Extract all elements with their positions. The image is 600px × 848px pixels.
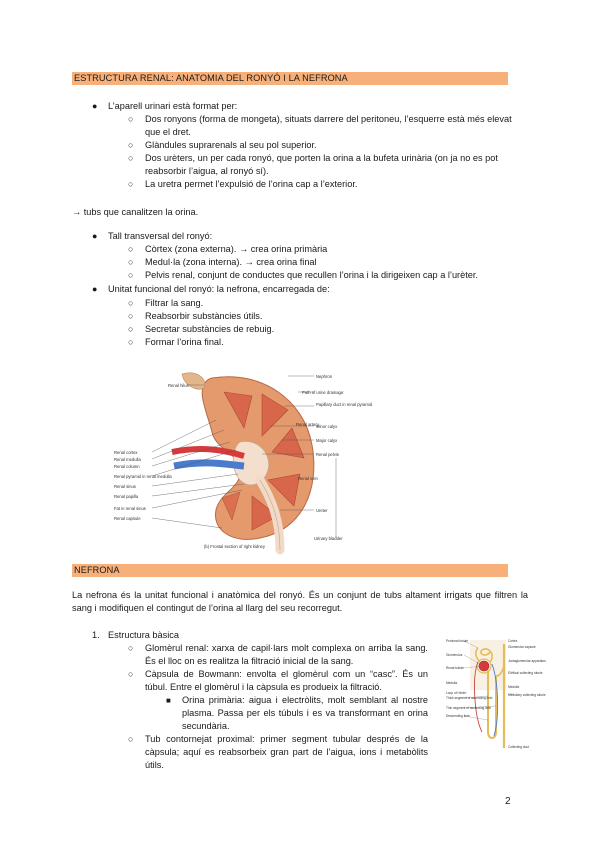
cut-item-cortex: Còrtex (zona externa). → crea orina primària [145, 244, 328, 254]
nlabel-medullary-collecting: Medullary collecting tubule [508, 693, 546, 697]
nlabel-cortex: Cortex [508, 639, 518, 643]
kidney-figure-caption: (b) Frontal section of right kidney [204, 544, 265, 549]
section-heading-renal-structure: ESTRUCTURA RENAL: ANATOMIA DEL RONYÓ I LA NEFRONA [72, 72, 508, 85]
nlabel-proximal-tubule: Proximal tubule [446, 639, 468, 643]
label-urinary-bladder: Urinary bladder [314, 536, 343, 541]
bullet-disc: ● [92, 101, 98, 111]
arrow-note: → tubs que canalitzen la orina. [72, 207, 199, 217]
label-path-urine: Path of urine drainage: [302, 390, 345, 395]
nlabel-descending-limb: Descending limb [446, 714, 470, 718]
label-renal-hilus: Renal hilus [168, 383, 189, 388]
bullet-circle: ○ [128, 734, 134, 744]
nephron-paragraph: La nefrona és la unitat funcional i anatòmica del ronyó. És un conjunt de tubs altament irrigats que filtren la sang i modifiquen el contingut de l’orina al llarg del seu recorregut. [72, 590, 528, 613]
bullet-circle: ○ [128, 324, 134, 334]
label-fat-in-sinus: Fat in renal sinus [114, 506, 146, 511]
unit-item-secrete: Secretar substàncies de rebuig. [145, 324, 275, 334]
unit-item-form: Formar l’orina final. [145, 337, 224, 347]
cut-item-medulla: Medul·la (zona interna). → crea orina final [145, 257, 317, 267]
intro-text: L’aparell urinari està format per: [108, 101, 238, 111]
bullet-circle: ○ [128, 179, 134, 189]
bullet-circle: ○ [128, 270, 134, 280]
bullet-disc: ● [92, 284, 98, 294]
label-papillary-duct: Papillary duct in renal pyramid [316, 402, 373, 407]
label-renal-capsule: Renal capsule [114, 516, 141, 521]
item-glomerulus: Glomèrul renal: xarxa de capil·lars molt complexa on arriba la sang. És el lloc on es realitza la filtració inicial de la sang. [145, 643, 428, 666]
nlabel-thin-segment: Thin segment of ascending limb [446, 706, 492, 710]
kidney-section-figure [112, 370, 373, 552]
bullet-disc: ● [92, 231, 98, 241]
bullet-circle: ○ [128, 311, 134, 321]
bullet-circle: ○ [128, 244, 134, 254]
nlabel-glomerular-capsule: Glomerular capsule [508, 645, 536, 649]
cut-title: Tall transversal del ronyó: [108, 231, 213, 241]
list-item-adrenal: Glàndules suprarenals al seu pol superior. [145, 140, 317, 150]
item-bowman-capsule: Càpsula de Bowmann: envolta el glomèrul com un “casc”. És un túbul. Entre el glomèrul i la càpsula es produeix la filtració. [145, 669, 428, 692]
label-renal-column: Renal column [114, 464, 140, 469]
nlabel-glomerulus: Glomerulus [446, 653, 463, 657]
list-number: 1. [92, 630, 100, 640]
bullet-circle: ○ [128, 153, 134, 163]
label-renal-cortex: Renal cortex [114, 450, 138, 455]
label-renal-sinus: Renal sinus [114, 484, 136, 489]
renal-vein-shape [174, 463, 244, 466]
nlabel-collecting-duct: Collecting duct [508, 745, 529, 749]
label-renal-medulla: Renal medulla [114, 457, 141, 462]
nlabel-thick-segment: Thick segment of ascending limb [446, 696, 493, 700]
unit-item-reabsorb: Reabsorbir substàncies útils. [145, 311, 263, 321]
bullet-circle: ○ [128, 337, 134, 347]
bullet-circle: ○ [128, 257, 134, 267]
label-renal-pyramid: Renal pyramid in renal medulla [114, 474, 172, 479]
nlabel-medulla-right: Medulla [508, 685, 520, 689]
cut-item-pelvis: Pelvis renal, conjunt de conductes que recullen l’orina i la dirigeixen cap a l’urèter. [145, 270, 478, 280]
item-proximal-tubule: Tub contornejat proximal: primer segment tubular després de la càpsula; aquí es reabsorbeix gran part de l’aigua, ions i metabòlits útils. [145, 734, 428, 770]
subitem-primary-urine: Orina primària: aigua i electròlits, molt semblant al nostre plasma. Passa per els túbuls i es va transformant en orina secundària. [182, 695, 428, 731]
bullet-circle: ○ [128, 114, 134, 124]
nlabel-medulla: Medulla [446, 681, 458, 685]
nephron-figure [444, 636, 546, 756]
label-renal-pelvis: Renal pelvis [316, 452, 339, 457]
label-ureter: Ureter [316, 508, 328, 513]
list-item-ureters: Dos urèters, un per cada ronyó, que porten la orina a la bufeta urinària (on ja no es pot reabsorbir l’aigua, al ronyó sí). [145, 153, 498, 176]
nlabel-juxtaglomerular: Juxtaglomerular apparatus [508, 659, 546, 663]
bullet-square: ■ [166, 696, 171, 705]
nlabel-cortical-collecting: Cortical collecting tubule [508, 671, 543, 675]
unit-title: Unitat funcional del ronyó: la nefrona, encarregada de: [108, 284, 330, 294]
glomerulus-shape [479, 661, 489, 671]
renal-artery-shape [172, 449, 244, 456]
list-item-kidneys: Dos ronyons (forma de mongeta), situats darrere del peritoneu, l’esquerre està més elevat que el dret. [145, 114, 512, 137]
label-major-calyx: Major calyx [316, 438, 338, 443]
unit-item-filter: Filtrar la sang. [145, 298, 204, 308]
bullet-circle: ○ [128, 643, 134, 653]
bullet-circle: ○ [128, 298, 134, 308]
list-item-urethra: La uretra permet l’expulsió de l’orina cap a l’exterior. [145, 179, 358, 189]
label-nephron: Nephron [316, 374, 333, 379]
label-minor-calyx: Minor calyx [316, 424, 338, 429]
nlabel-loop-henle: Loop of Henle: [446, 691, 467, 695]
label-renal-artery: Renal artery [296, 422, 319, 427]
bullet-circle: ○ [128, 140, 134, 150]
label-renal-papilla: Renal papilla [114, 494, 139, 499]
section-heading-nephron: NEFRONA [72, 564, 508, 577]
page-number: 2 [505, 796, 511, 807]
nlabel-renal-tubule: Renal tubule [446, 666, 464, 670]
label-renal-vein: Renal vein [298, 476, 318, 481]
list-title: Estructura bàsica [108, 630, 179, 640]
bullet-circle: ○ [128, 669, 134, 679]
